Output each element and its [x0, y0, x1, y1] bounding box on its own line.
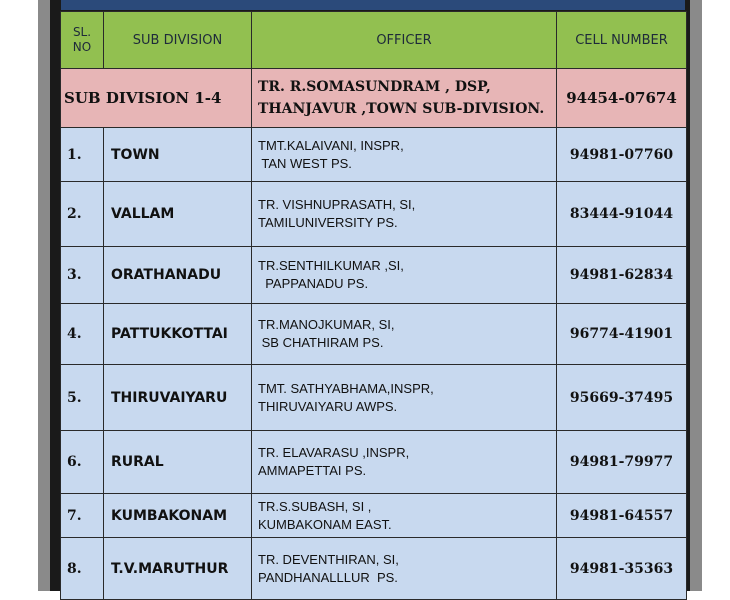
row-division-name: ORATHANADU [104, 247, 252, 304]
table-row [61, 304, 687, 365]
row-cell-number: 95669-37495 [557, 365, 687, 431]
row-serial-number: 4. [61, 304, 104, 365]
table-row [61, 538, 687, 600]
row-division-name: TOWN [104, 128, 252, 182]
row-cell-number: 94981-79977 [557, 431, 687, 494]
row-officer: TR.MANOJKUMAR, SI, SB CHATHIRAM PS. [252, 304, 557, 365]
row-division-name: THIRUVAIYARU [104, 365, 252, 431]
row-officer: TR. VISHNUPRASATH, SI, TAMILUNIVERSITY PS. [252, 182, 557, 247]
row-serial-number: 6. [61, 431, 104, 494]
row-division-name: RURAL [104, 431, 252, 494]
row-cell-number: 94981-35363 [557, 538, 687, 600]
title-bar [61, 0, 685, 10]
sub-division-officer: TR. R.SOMASUNDRAM , DSP, THANJAVUR ,TOWN SUB-DIVISION. [252, 69, 557, 128]
row-officer: TR.S.SUBASH, SI , KUMBAKONAM EAST. [252, 494, 557, 538]
header-officer: OFFICER [252, 12, 557, 69]
row-officer: TR.SENTHILKUMAR ,SI, PAPPANADU PS. [252, 247, 557, 304]
table-row [61, 494, 687, 538]
table-header-row [61, 12, 687, 69]
row-serial-number: 2. [61, 182, 104, 247]
sub-division-name: SUB DIVISION 1-4 [61, 69, 252, 128]
table-row [61, 128, 687, 182]
row-cell-number: 83444-91044 [557, 182, 687, 247]
table-row [61, 182, 687, 247]
header-sub-division: SUB DIVISION [104, 12, 252, 69]
table-row [61, 365, 687, 431]
sub-division-row [61, 69, 687, 128]
row-serial-number: 3. [61, 247, 104, 304]
row-division-name: KUMBAKONAM [104, 494, 252, 538]
table-row [61, 247, 687, 304]
row-cell-number: 94981-62834 [557, 247, 687, 304]
header-cell-number: CELL NUMBER [557, 12, 687, 69]
row-division-name: T.V.MARUTHUR [104, 538, 252, 600]
sub-division-cell: 94454-07674 [557, 69, 687, 128]
row-cell-number: 94981-07760 [557, 128, 687, 182]
row-officer: TMT.KALAIVANI, INSPR, TAN WEST PS. [252, 128, 557, 182]
row-serial-number: 8. [61, 538, 104, 600]
row-division-name: PATTUKKOTTAI [104, 304, 252, 365]
row-cell-number: 94981-64557 [557, 494, 687, 538]
row-officer: TR. ELAVARASU ,INSPR, AMMAPETTAI PS. [252, 431, 557, 494]
row-division-name: VALLAM [104, 182, 252, 247]
table-row [61, 431, 687, 494]
row-cell-number: 96774-41901 [557, 304, 687, 365]
row-serial-number: 5. [61, 365, 104, 431]
row-officer: TMT. SATHYABHAMA,INSPR, THIRUVAIYARU AWPS. [252, 365, 557, 431]
row-serial-number: 7. [61, 494, 104, 538]
row-serial-number: 1. [61, 128, 104, 182]
row-officer: TR. DEVENTHIRAN, SI, PANDHANALLLUR PS. [252, 538, 557, 600]
officer-contact-table [60, 11, 687, 600]
header-sl-no: SL. NO [61, 12, 104, 69]
